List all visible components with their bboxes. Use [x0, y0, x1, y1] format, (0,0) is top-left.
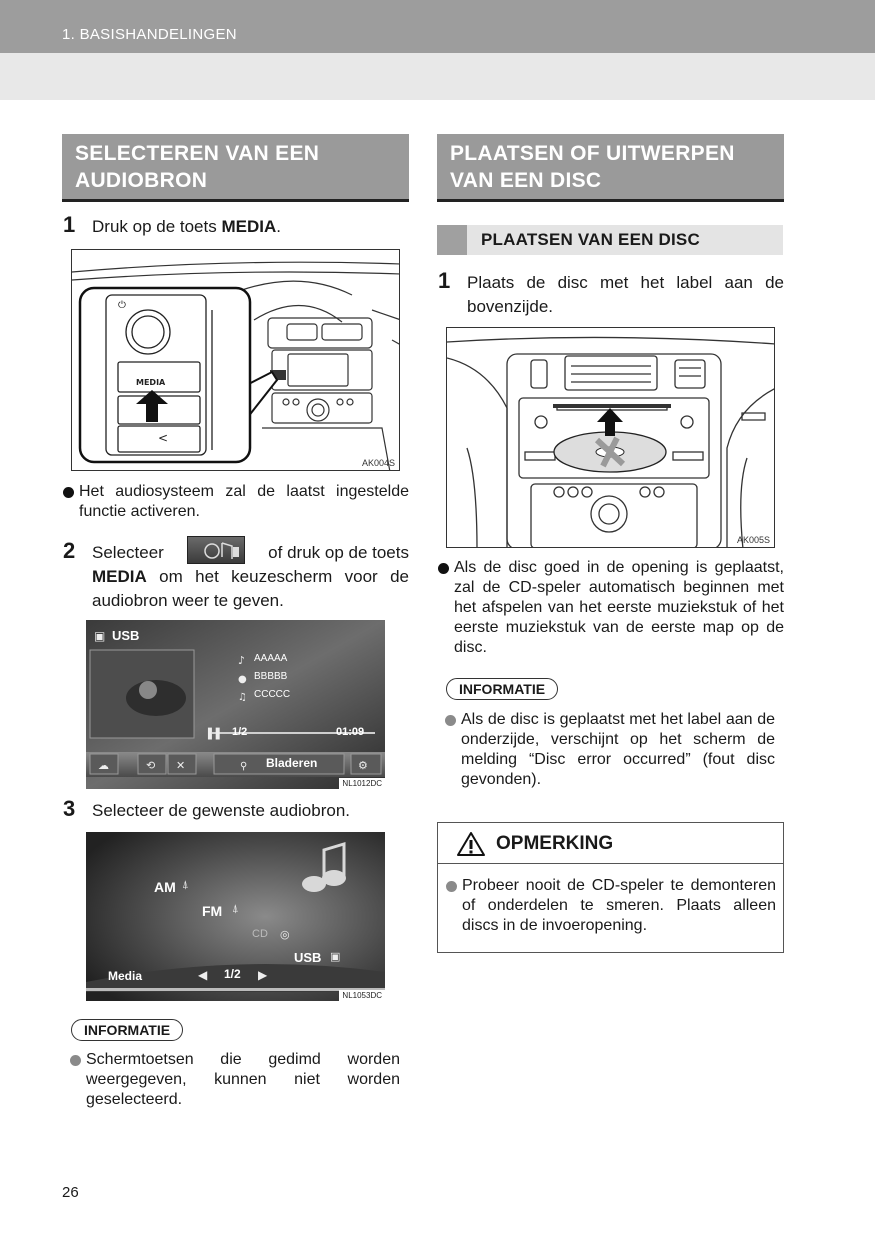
svg-text:✕: ✕ [176, 759, 186, 772]
svg-text:♫: ♫ [238, 692, 247, 703]
step-2-number: 2 [63, 538, 76, 563]
step-3-text: Selecteer de gewenste audiobron. [92, 801, 351, 820]
step-1-number: 1 [63, 212, 76, 237]
subsection-marker [437, 225, 467, 255]
svg-text:⍋: ⍋ [182, 878, 189, 891]
svg-text:▌▌: ▌▌ [208, 729, 224, 740]
svg-text:⏻: ⏻ [118, 300, 126, 311]
info-label-left: INFORMATIE [71, 1019, 183, 1041]
media-button-label: MEDIA [136, 378, 166, 387]
source-am: AM [154, 879, 176, 895]
bullet-left-1-text: Het audiosysteem zal de laatst ingestelde functie activeren. [79, 483, 409, 520]
source-cd: CD [252, 928, 268, 940]
usb-playback-screen [86, 620, 385, 789]
section-title-right-line1: PLAATSEN OF UITWERPEN [450, 142, 735, 165]
warning-box [437, 822, 784, 953]
bullet-right-1 [438, 558, 784, 658]
svg-text:◎: ◎ [280, 928, 290, 941]
step-2-text-c: om het keuzescherm voor de audiobron weer te geven. [92, 567, 409, 610]
info-note-left [70, 1050, 400, 1110]
svg-text:⚙: ⚙ [358, 759, 368, 772]
info-note-right-text: Als de disc is geplaatst met het label aan de onderzijde, verschijnt op het scherm de melding “Disc error occurred” (fout disc gevonden). [461, 711, 775, 788]
section-title-right-line2: VAN EEN DISC [450, 169, 602, 192]
dashboard-drawing [72, 250, 400, 471]
svg-text:☁: ☁ [98, 759, 109, 772]
subsection-title-text: PLAATSEN VAN EEN DISC [481, 230, 700, 249]
page-number: 26 [62, 1184, 79, 1201]
disc-slot-drawing [447, 328, 775, 548]
illustration-code: AK005S [736, 535, 770, 545]
svg-text:●: ● [238, 674, 247, 685]
media-tab-label: Media [108, 969, 143, 983]
svg-text:◀: ◀ [198, 968, 208, 982]
screen-code: NL1012DC [339, 778, 385, 789]
svg-text:▶: ▶ [258, 968, 268, 982]
step-1-text-suffix: . [276, 217, 281, 236]
media-source-icon [187, 536, 245, 564]
step-2-text-a: Selecteer [92, 543, 164, 562]
warning-note [446, 876, 776, 936]
chapter-title: 1. BASISHANDELINGEN [62, 26, 237, 43]
illustration-code: AK004S [361, 458, 395, 468]
source-usb: USB [294, 950, 322, 965]
info-note-right [445, 710, 775, 790]
section-title-right [437, 134, 784, 202]
step-2-media-key: MEDIA [92, 567, 147, 586]
step-2-text-b: of druk op de toets [268, 543, 409, 562]
bullet-dot-icon [70, 1055, 81, 1066]
disc-slot-illustration [446, 327, 775, 548]
svg-text:▣: ▣ [94, 629, 106, 643]
screen-code: NL1053DC [339, 990, 385, 1001]
track-list-item: AAAAA [254, 653, 288, 664]
track-list-item: CCCCC [254, 689, 291, 700]
bullet-left-1 [63, 482, 409, 522]
bullet-dot-icon [445, 715, 456, 726]
bullet-right-1-text: Als de disc goed in de opening is geplaatst, zal de CD-speler automatisch beginnen met het afspelen van het eerste muziekstuk of het eerste muziekstuk van de eerste map op de disc. [454, 559, 784, 656]
svg-text:♪: ♪ [238, 654, 246, 667]
play-time: 01:09 [336, 726, 365, 738]
svg-text:▣: ▣ [330, 950, 341, 963]
warning-triangle-icon [456, 831, 486, 857]
bullet-dot-icon [63, 487, 74, 498]
warning-header [438, 823, 783, 864]
source-fm: FM [202, 903, 223, 919]
track-list-item: BBBBB [254, 671, 288, 682]
warning-title: OPMERKING [496, 833, 614, 854]
step-1-media-key: MEDIA [221, 217, 277, 236]
warning-note-text: Probeer nooit de CD-speler te demonteren of onderdelen te smeren. Plaats alleen discs in de invoeropening. [462, 877, 776, 934]
step-r1-text: Plaats de disc met het label aan de bovenzijde. [467, 273, 784, 316]
svg-text:<: < [158, 431, 169, 445]
bullet-dot-icon [446, 881, 457, 892]
svg-text:⍋: ⍋ [232, 902, 239, 915]
step-3-number: 3 [63, 796, 76, 821]
section-title-left [62, 134, 409, 202]
screen-source-label: USB [112, 628, 140, 643]
page-indicator: 1/2 [224, 967, 241, 981]
section-title-left-line1: SELECTEREN VAN EEN [75, 142, 320, 165]
svg-text:⟲: ⟲ [146, 759, 156, 772]
step-r1-number: 1 [438, 268, 451, 293]
chapter-header [0, 0, 875, 53]
info-label-right: INFORMATIE [446, 678, 558, 700]
step-1-text-prefix: Druk op de toets [92, 217, 222, 236]
subsection-title [437, 225, 783, 255]
browse-button: Bladeren [266, 756, 318, 770]
dashboard-illustration [71, 249, 400, 471]
header-band [0, 53, 875, 100]
step-1-text [92, 215, 281, 239]
info-note-left-text: Schermtoetsen die gedimd worden weergegeven, kunnen niet worden geselecteerd. [86, 1051, 400, 1108]
step-2-text [92, 541, 409, 613]
section-title-left-line2: AUDIOBRON [75, 169, 208, 192]
bullet-dot-icon [438, 563, 449, 574]
track-number: 1/2 [232, 726, 248, 738]
svg-text:⚲: ⚲ [240, 761, 248, 772]
audio-source-screen [86, 832, 385, 1001]
